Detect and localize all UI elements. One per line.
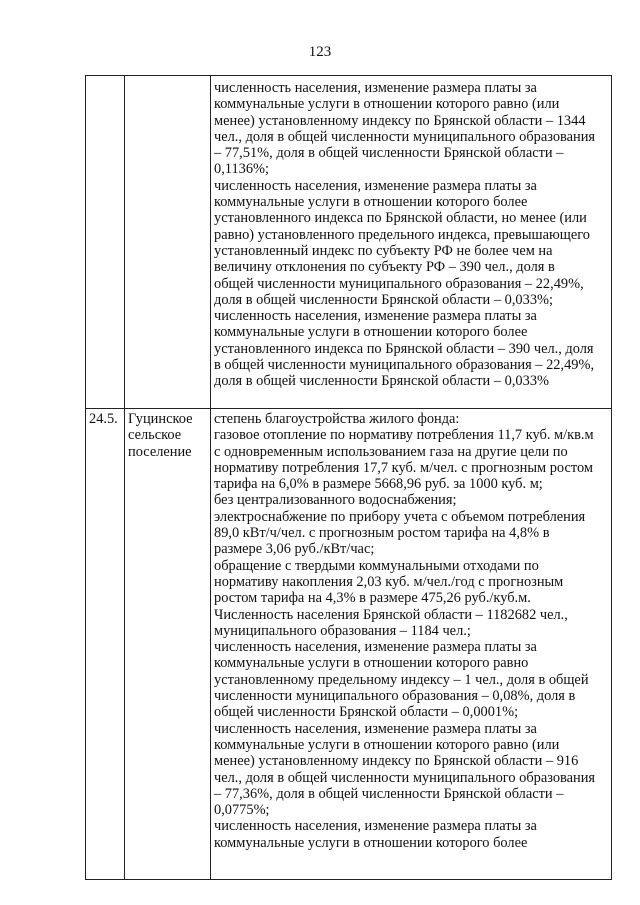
- description-line: размере 3,06 руб./кВт/час;: [214, 541, 375, 558]
- description-line: коммунальные услуги в отношении которого равно (или: [214, 96, 560, 113]
- description-line: нормативу накопления 2,03 куб. м/чел./год с прогнозным: [214, 573, 564, 590]
- description-line: коммунальные услуги в отношении которого более: [214, 194, 528, 211]
- description-line: ростом тарифа на 4,3% в размере 475,26 руб./куб.м.: [214, 590, 531, 607]
- description-line: коммунальные услуги в отношении которого более: [214, 834, 528, 851]
- description-line: 0,0775%;: [214, 802, 270, 819]
- description-line: численность населения, изменение размера платы за: [214, 308, 537, 325]
- description-line: доля в общей численности Брянской области – 0,033%;: [214, 291, 554, 308]
- description-line: без централизованного водоснабжения;: [214, 492, 457, 509]
- description-line: численность населения, изменение размера платы за: [214, 818, 537, 835]
- description-line: – 77,36%, доля в общей численности Брянской области –: [214, 785, 564, 802]
- description-line: численности муниципального образования – 0,08%, доля в: [214, 688, 576, 705]
- description-line: газовое отопление по нормативу потребления 11,7 куб. м/кв.м: [214, 427, 594, 444]
- description-line: менее) установленному индексу по Брянской области – 1344: [214, 112, 586, 129]
- description-line: в общей численности муниципального образования – 22,49%,: [214, 357, 595, 374]
- description-line: численность населения, изменение размера платы за: [214, 639, 537, 656]
- settlement-name-line: сельское: [128, 427, 182, 444]
- settlement-name-cell: [125, 76, 211, 409]
- settlement-name-cell: [125, 409, 211, 880]
- description-line: величину отклонения по субъекту РФ – 390 чел., доля в: [214, 259, 555, 276]
- document-table: [85, 75, 612, 880]
- description-line: коммунальные услуги в отношении которого равно: [214, 655, 529, 672]
- description-line: степень благоустройства жилого фонда:: [214, 411, 460, 427]
- description-line: установленный индекс по субъекту РФ не более чем на: [214, 242, 553, 259]
- description-line: электроснабжение по прибору учета с объемом потребления: [214, 508, 586, 525]
- description-line: коммунальные услуги в отношении которого более: [214, 324, 528, 341]
- description-line: установленного индекса по Брянской области, но менее (или: [214, 210, 587, 227]
- description-line: общей численности муниципального образования – 22,49%,: [214, 275, 584, 292]
- description-line: установленного индекса по Брянской области – 390 чел., доля: [214, 340, 594, 357]
- description-line: менее) установленному индексу по Брянской области – 916: [214, 753, 579, 770]
- description-line: численность населения, изменение размера платы за: [214, 720, 537, 737]
- description-line: чел., доля в общей численности муниципального образования: [214, 769, 596, 786]
- description-line: обращение с твердыми коммунальными отходами по: [214, 557, 539, 574]
- description-line: – 77,51%, доля в общей численности Брянской области –: [214, 145, 564, 162]
- description-line: с одновременным использованием газа на другие цели по: [214, 443, 568, 460]
- table-row: [86, 409, 612, 880]
- description-line: численность населения, изменение размера платы за: [214, 177, 537, 194]
- description-line: 89,0 кВт/ч/чел. с прогнозным ростом тарифа на 4,8% в: [214, 525, 550, 542]
- description-cell: [211, 409, 612, 880]
- description-line: 0,1136%;: [214, 161, 270, 178]
- row-number-cell: [86, 409, 125, 880]
- description-line: чел., доля в общей численности муниципального образования: [214, 128, 596, 145]
- description-line: равно) установленного предельного индекса, превышающего: [214, 226, 590, 243]
- table-row: [86, 76, 612, 409]
- description-line: Численность населения Брянской области – 1182682 чел.,: [214, 606, 568, 623]
- description-line: коммунальные услуги в отношении которого равно (или: [214, 736, 560, 753]
- settlement-name-line: поселение: [128, 443, 192, 460]
- page-number: 123: [308, 44, 332, 60]
- settlement-name-line: Гуцинское: [128, 411, 193, 427]
- description-line: нормативу потребления 17,7 куб. м/чел. с прогнозным ростом: [214, 459, 593, 476]
- description-line: доля в общей численности Брянской области – 0,033%: [214, 373, 550, 390]
- description-line: тарифа на 6,0% в размере 5668,96 руб. за 1000 куб. м;: [214, 476, 543, 493]
- row-number-cell: [86, 76, 125, 409]
- row-number: 24.5.: [89, 411, 118, 427]
- description-line: общей численности Брянской области – 0,0001%;: [214, 704, 519, 721]
- description-line: численность населения, изменение размера платы за: [214, 80, 537, 96]
- description-line: установленному предельному индексу – 1 чел., доля в общей: [214, 671, 589, 688]
- description-line: муниципального образования – 1184 чел.;: [214, 622, 471, 639]
- description-cell: [211, 76, 612, 409]
